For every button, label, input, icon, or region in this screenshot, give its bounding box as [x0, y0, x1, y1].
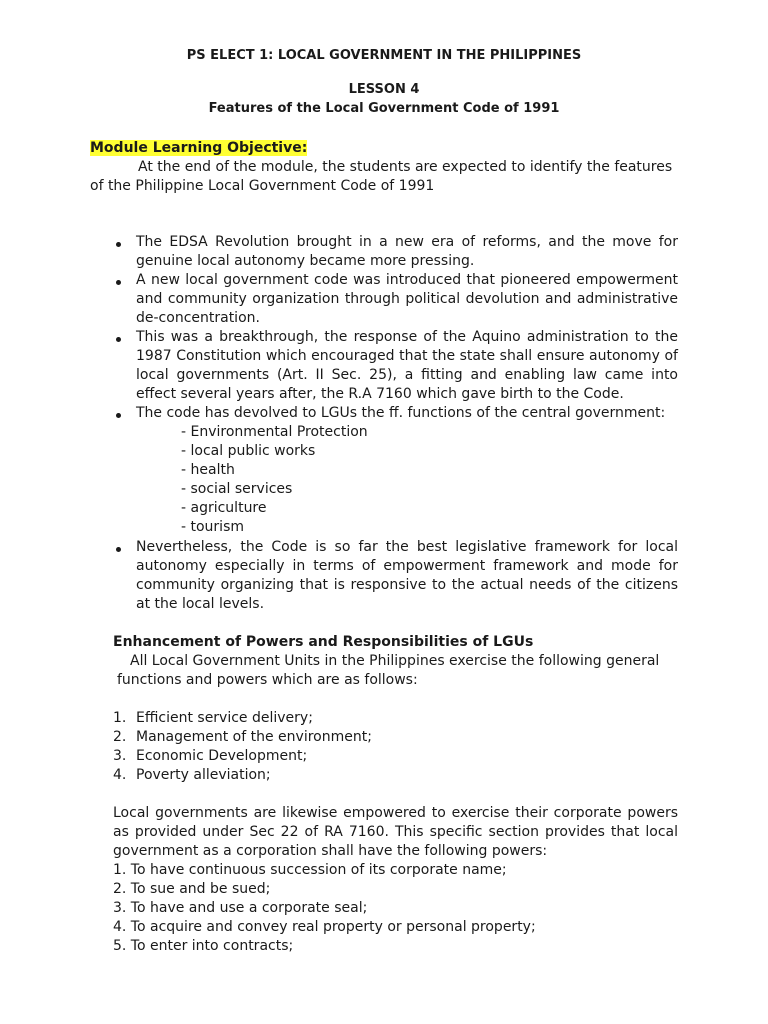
function-item: - health	[181, 462, 235, 478]
bullet-item-2: A new local government code was introduced that pioneered empowerment and community organization through political devolution and administrative de-concentration.	[136, 272, 678, 326]
bullet-marker	[116, 547, 121, 552]
numbered-index: 3.	[113, 748, 127, 764]
bullet-item-1: The EDSA Revolution brought in a new era of reforms, and the move for genuine local autonomy became more pressing.	[136, 234, 678, 269]
section-heading: Enhancement of Powers and Responsibilities of LGUs	[113, 634, 534, 650]
general-power-item: Management of the environment;	[136, 729, 372, 745]
course-title: PS ELECT 1: LOCAL GOVERNMENT IN THE PHILIPPINES	[186, 48, 582, 63]
objective-highlight: Module Learning Objective:	[90, 140, 308, 156]
enhancement-line-1: All Local Government Units in the Philippines exercise the following general	[130, 653, 660, 669]
general-power-item: Poverty alleviation;	[136, 767, 271, 783]
bullet-marker	[116, 337, 121, 342]
function-item: - tourism	[181, 519, 245, 535]
numbered-index: 1.	[113, 710, 127, 726]
corporate-intro: Local governments are likewise empowered to exercise their corporate powers as provided under Sec 22 of RA 7160. This specific section provides that local government as a corporation shall have the following powers:	[113, 805, 678, 859]
function-item: - Environmental Protection	[181, 424, 368, 440]
objective-line-1: At the end of the module, the students are expected to identify the features	[138, 159, 673, 175]
corporate-power-item: 3. To have and use a corporate seal;	[113, 900, 368, 916]
bullet-marker	[116, 413, 121, 418]
enhancement-line-2: functions and powers which are as follows:	[117, 672, 418, 688]
corporate-power-item: 2. To sue and be sued;	[113, 881, 271, 897]
corporate-power-item: 4. To acquire and convey real property or personal property;	[113, 919, 536, 935]
objective-label	[90, 139, 307, 158]
corporate-power-item: 1. To have continuous succession of its corporate name;	[113, 862, 507, 878]
objective-line-2: of the Philippine Local Government Code of 1991	[90, 178, 435, 194]
function-item: - local public works	[181, 443, 316, 459]
numbered-index: 4.	[113, 767, 127, 783]
bullet-item-3: This was a breakthrough, the response of the Aquino administration to the 1987 Constitution which encouraged that the state shall ensure autonomy of local governments (Art. II Sec. 25), a fitting and enabling law came into effect several years after, the R.A 7160 which gave birth to the Code.	[136, 329, 678, 402]
bullet-marker	[116, 242, 121, 247]
bullet-item-4: The code has devolved to LGUs the ff. functions of the central government:	[136, 405, 666, 421]
general-power-item: Economic Development;	[136, 748, 308, 764]
bullet-marker	[116, 280, 121, 285]
general-power-item: Efficient service delivery;	[136, 710, 313, 726]
bullet-item-5: Nevertheless, the Code is so far the best legislative framework for local autonomy especially in terms of empowerment framework and mode for community organizing that is responsive to the actual needs of the citizens at the local levels.	[136, 539, 678, 612]
numbered-index: 2.	[113, 729, 127, 745]
lesson-title: Features of the Local Government Code of 1991	[208, 101, 560, 116]
corporate-power-item: 5. To enter into contracts;	[113, 938, 294, 954]
function-item: - social services	[181, 481, 293, 497]
function-item: - agriculture	[181, 500, 267, 516]
lesson-number: LESSON 4	[348, 82, 420, 97]
